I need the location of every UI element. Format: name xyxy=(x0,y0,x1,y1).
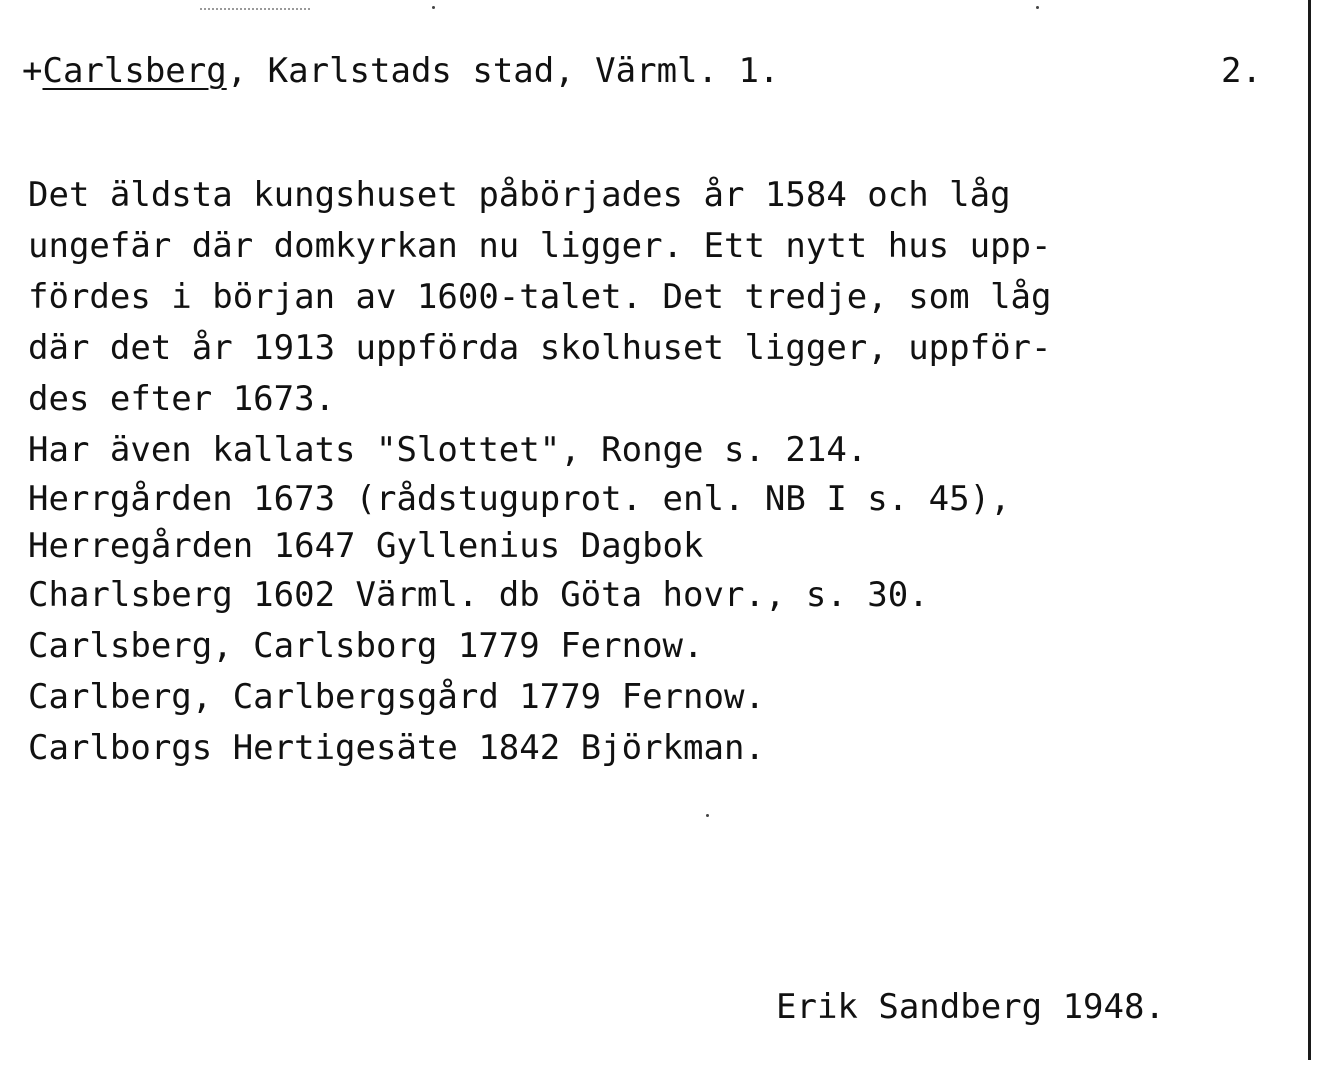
card-number: 2. xyxy=(1221,51,1262,91)
description-line: där det år 1913 uppförda skolhuset ligger, uppför- xyxy=(28,328,1052,368)
description-line: des efter 1673. xyxy=(28,379,336,419)
card-body xyxy=(28,170,1288,774)
scan-speck xyxy=(432,6,435,9)
reference-line: Herrgården 1673 (rådstuguprot. enl. NB I s. 45), xyxy=(28,479,1011,519)
card-edge xyxy=(1308,0,1311,1060)
scan-specks xyxy=(200,8,310,12)
signature: Erik Sandberg 1948. xyxy=(776,987,1165,1027)
reference-line: Charlsberg 1602 Värml. db Göta hovr., s. 30. xyxy=(28,575,929,615)
card-header xyxy=(22,46,1282,96)
header-prefix: + xyxy=(22,51,43,91)
place-name: Carlsberg xyxy=(42,51,227,91)
reference-line: Carlborgs Hertigesäte 1842 Björkman. xyxy=(28,728,765,768)
place-location: , Karlstads stad, Värml. 1. xyxy=(226,51,780,91)
scan-speck xyxy=(706,814,709,817)
reference-line: Carlsberg, Carlsborg 1779 Fernow. xyxy=(28,626,704,666)
reference-line: Har även kallats "Slottet", Ronge s. 214. xyxy=(28,430,868,470)
description-line: fördes i början av 1600-talet. Det tredje, som låg xyxy=(28,277,1052,317)
scan-speck xyxy=(1036,6,1039,9)
description-line: Det äldsta kungshuset påbörjades år 1584 och låg xyxy=(28,175,1011,215)
reference-line: Carlberg, Carlbergsgård 1779 Fernow. xyxy=(28,677,765,717)
reference-line: Herregården 1647 Gyllenius Dagbok xyxy=(28,526,704,566)
description-line: ungefär där domkyrkan nu ligger. Ett nytt hus upp- xyxy=(28,226,1052,266)
